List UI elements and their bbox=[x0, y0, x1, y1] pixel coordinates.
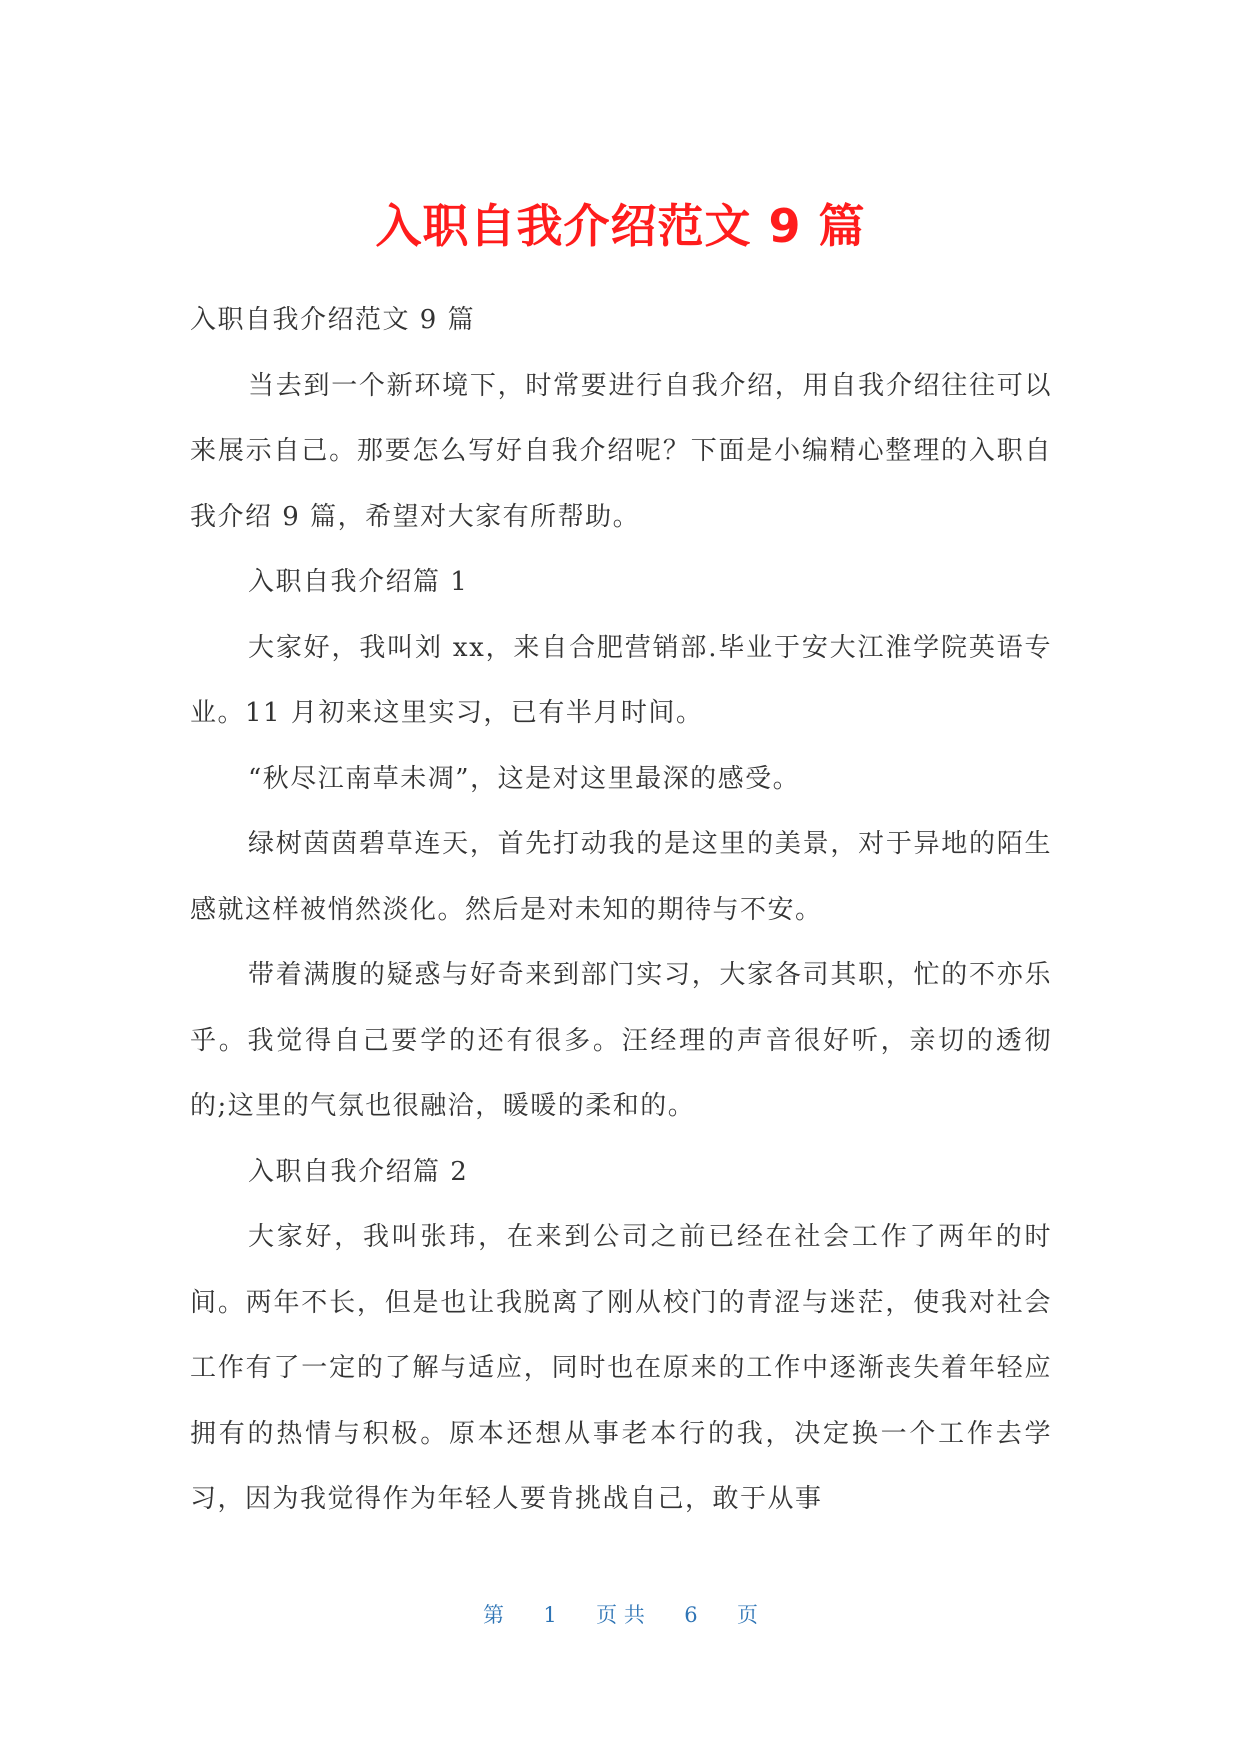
paragraph: 绿树茵茵碧草连天，首先打动我的是这里的美景，对于异地的陌生感就这样被悄然淡化。然后是对未知的期待与不安。 bbox=[190, 829, 1052, 925]
page-number-footer bbox=[0, 1601, 1241, 1629]
paragraph: 入职自我介绍范文 9 篇 bbox=[190, 305, 476, 335]
section-heading: 入职自我介绍篇 2 bbox=[248, 1156, 469, 1187]
footer-current-page: 1 bbox=[543, 1603, 557, 1627]
footer-suffix: 页 bbox=[736, 1603, 758, 1627]
footer-middle: 页 共 bbox=[596, 1603, 645, 1627]
document-body bbox=[190, 288, 1052, 1533]
footer-total-pages: 6 bbox=[684, 1603, 698, 1627]
paragraph: “秋尽江南草未凋”，这是对这里最深的感受。 bbox=[248, 763, 801, 794]
paragraph: 大家好，我叫刘 xx，来自合肥营销部.毕业于安大江淮学院英语专业。11 月初来这里实习，已有半月时间。 bbox=[190, 632, 1052, 728]
section-heading: 入职自我介绍篇 1 bbox=[248, 567, 469, 597]
paragraph: 大家好，我叫张玮，在来到公司之前已经在社会工作了两年的时间。两年不长，但是也让我脱离了刚从校门的青涩与迷茫，使我对社会工作有了一定的了解与适应，同时也在原来的工作中逐渐丧失着年轻应拥有的热情与积极。原本还想从事老本行的我，决定换一个工作去学习，因为我觉得作为年轻人要肯挑战自己，敢于从事 bbox=[190, 1222, 1052, 1514]
footer-prefix: 第 bbox=[483, 1603, 505, 1627]
paragraph: 带着满腹的疑惑与好奇来到部门实习，大家各司其职，忙的不亦乐乎。我觉得自己要学的还有很多。汪经理的声音很好听，亲切的透彻的;这里的气氛也很融洽，暖暖的柔和的。 bbox=[190, 960, 1052, 1121]
paragraph: 当去到一个新环境下，时常要进行自我介绍，用自我介绍往往可以来展示自己。那要怎么写好自我介绍呢？下面是小编精心整理的入职自我介绍 9 篇，希望对大家有所帮助。 bbox=[190, 370, 1052, 532]
document-title: 入职自我介绍范文 9 篇 bbox=[375, 199, 866, 253]
